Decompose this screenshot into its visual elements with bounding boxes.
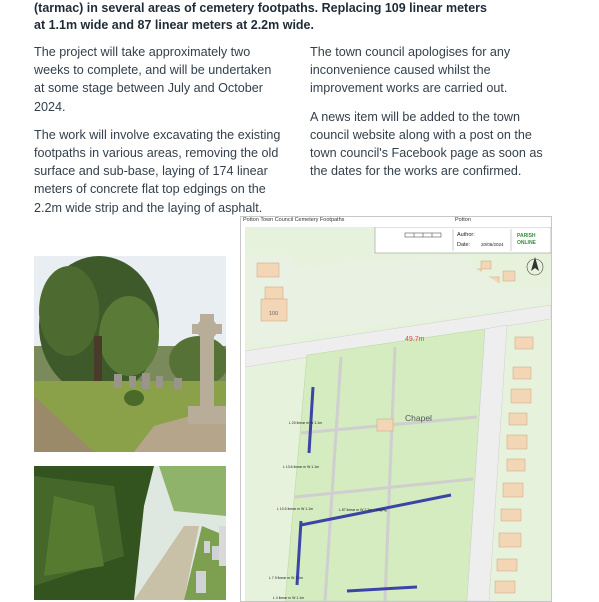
hedge-footpath-image: [34, 466, 226, 600]
chapel-building: [377, 419, 393, 431]
logo-line-2: ONLINE: [517, 240, 536, 246]
map-area: [245, 227, 551, 601]
headline-line-1: (tarmac) in several areas of cemetery footpaths. Replacing 109 linear meters: [34, 1, 487, 15]
apology-paragraph: The town council apologises for any inconvenience caused whilst the improvement works are carried out.: [310, 45, 511, 96]
headline-line-2: at 1.1m wide and 87 linear meters at 2.2m wide.: [34, 18, 314, 32]
cemetery-cross-photo: [34, 256, 226, 452]
news-paragraph: A news item will be added to the town council website along with a post on the town council's Facebook page as soon as the dates for the works are confirmed.: [310, 109, 543, 179]
chapel-label: Chapel: [405, 413, 432, 423]
author-label: Author:: [457, 232, 475, 238]
date-value: 20/06/2024: [481, 242, 504, 247]
headline: [34, 0, 564, 34]
path-label-4: L 7.9 linear m W 1.1m: [269, 576, 304, 580]
works-paragraph: The work will involve excavating the existing footpaths in various areas, removing the old surface and sub-base, laying of 174 linear meters of concrete flat top edgings on the 2.2m wide strip and the laying of asphalt.: [34, 127, 281, 215]
map-title: Potton Town Council Cemetery Footpaths: [243, 217, 345, 223]
left-column: [34, 43, 284, 227]
map-place: Potton: [455, 217, 471, 223]
path-label-2: L 13.6 linear m W 1.1m: [283, 465, 320, 469]
path-label-6: L 87 linear m W 2.2m + edging: [339, 508, 387, 512]
path-label-5: L 4 linear m W 1.1m: [273, 596, 305, 600]
cemetery-cross-image: [34, 256, 226, 452]
right-column: [310, 43, 560, 190]
date-label: Date:: [457, 242, 471, 248]
house-number: 100: [269, 311, 279, 317]
path-label-3: L 10.5 linear m W 1.1m: [277, 507, 314, 511]
timing-paragraph: The project will take approximately two weeks to complete, and will be undertaken at some stage between July and October 2024.: [34, 45, 272, 114]
logo-line-1: PARISH: [517, 233, 536, 239]
cemetery-map: [240, 216, 552, 602]
map-drawing: [245, 227, 551, 601]
path-label-1: L 20 linear m W 1.1m: [289, 421, 323, 425]
height-mark: 49.7m: [405, 336, 425, 343]
hedge-footpath-photo: [34, 466, 226, 600]
